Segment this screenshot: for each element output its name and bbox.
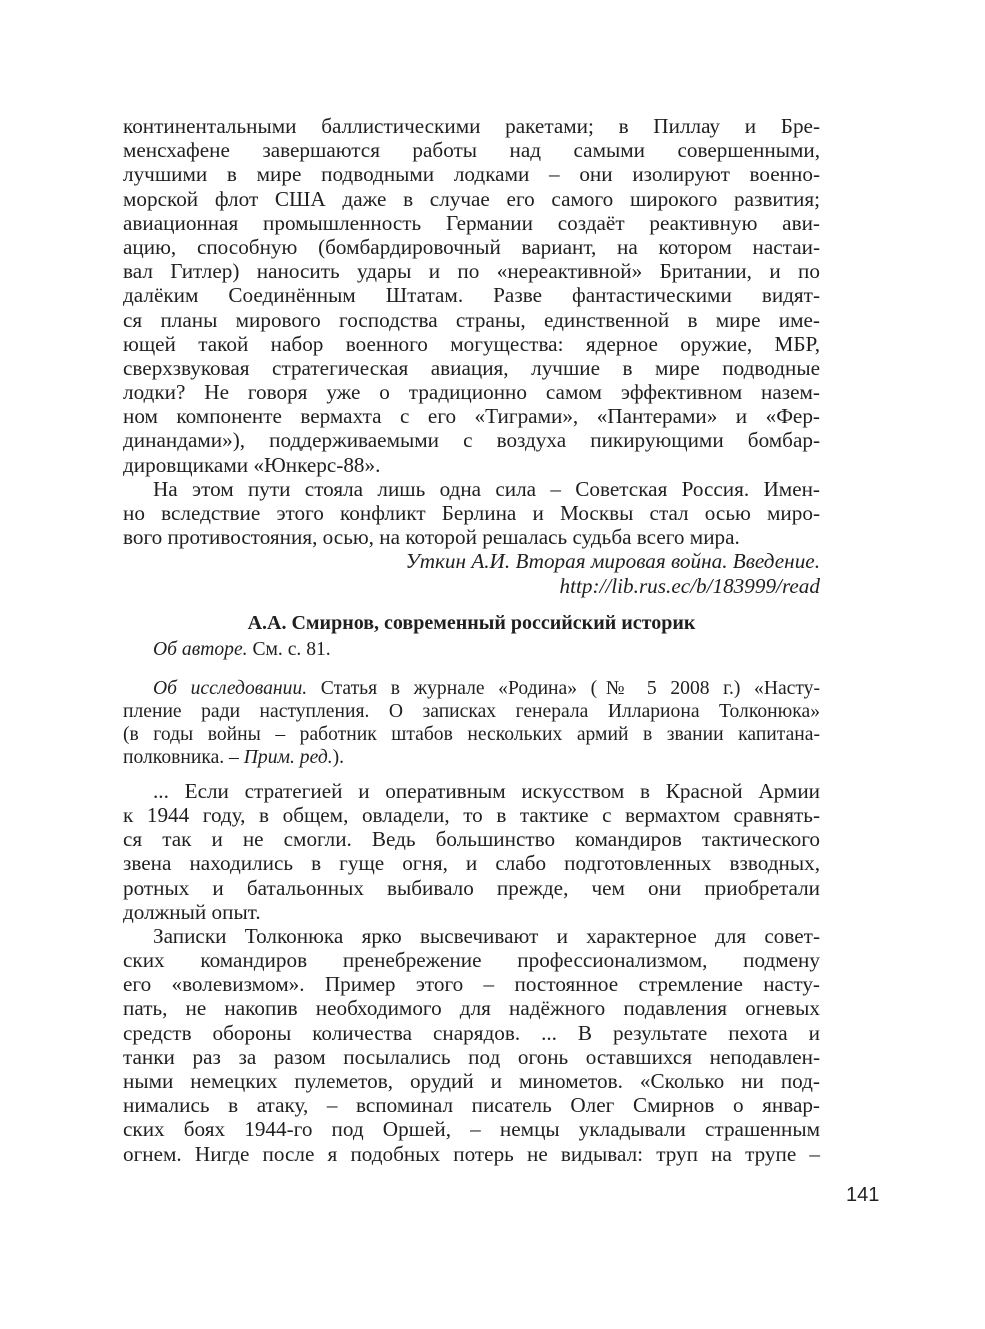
- text-line: авиационная промышленность Германии создаёт реактивную ави-: [123, 210, 820, 235]
- text-line: На этом пути стояла лишь одна сила – Советская Россия. Имен-: [153, 476, 820, 501]
- about-study-line: пление ради наступления. О записках генерала Иллариона Толконюка»: [123, 700, 820, 722]
- paragraph-continuation: [123, 114, 820, 477]
- text-line: далёким Соединённым Штатам. Разве фантастическими видят-: [123, 283, 820, 308]
- text-line: огнем. Нигде после я подобных потерь не видывал: труп на трупе –: [123, 1141, 820, 1166]
- text-line: танки раз за разом посылались под огонь оставшихся неподавлен-: [123, 1044, 820, 1069]
- paragraph-soviet-russia: [123, 477, 820, 550]
- text-line: ских командиров пренебрежение профессионализмом, подмену: [123, 948, 820, 973]
- about-study-text: ).: [332, 746, 345, 768]
- text-line: ющей такой набор военного могущества: ядерное оружие, МБР,: [123, 331, 820, 356]
- about-study-text: полковника. –: [123, 746, 244, 768]
- about-author-line: [123, 638, 820, 661]
- text-line: Записки Толконюка ярко высвечивают и характерное для совет-: [153, 923, 820, 948]
- about-study-text: Статья в журнале «Родина» (№ 5 2008 г.) «Насту-: [307, 677, 820, 699]
- text-line: звена находились в гуще огня, и слабо подготовленных взводных,: [123, 851, 820, 876]
- citation-url: http://lib.rus.ec/b/183999/read: [559, 573, 820, 598]
- about-author: [123, 638, 820, 661]
- text-line: пать, не накопив необходимого для надёжного подавления огневых: [123, 996, 820, 1021]
- text-line: вал Гитлер) наносить удары и по «нереактивной» Британии, и по: [123, 259, 820, 284]
- text-line: ном компоненте вермахта с его «Тиграми», «Пантерами» и «Фер-: [123, 404, 820, 429]
- text-line: ротных и батальонных выбивало прежде, чем они приобретали: [123, 875, 820, 900]
- text-line: ацию, способную (бомбардировочный вариант, на котором настаи-: [123, 234, 820, 259]
- text-line: динандами»), поддерживаемыми с воздуха пикирующими бомбар-: [123, 428, 820, 453]
- about-study-line: [123, 746, 820, 769]
- text-line: но вследствие этого конфликт Берлина и Москвы стал осью миро-: [123, 501, 820, 525]
- text-line: ными немецких пулеметов, орудий и минометов. «Сколько ни под-: [123, 1069, 820, 1093]
- paragraph-tolkonyuk-notes: [123, 924, 820, 1166]
- text-line: ся так и не смогли. Ведь большинство командиров тактического: [123, 827, 820, 852]
- about-study: [123, 677, 820, 769]
- source-citation: [123, 549, 820, 597]
- text-line: средств обороны количества снарядов. ... В результате пехота и: [123, 1020, 820, 1045]
- citation-text: Уткин А.И. Вторая мировая война. Введение.: [405, 549, 820, 574]
- text-line: континентальными баллистическими ракетами; в Пиллау и Бре-: [123, 114, 820, 138]
- text-line: сверхзвуковая стратегическая авиация, лучшие в мире подводные: [123, 355, 820, 380]
- text-line: нимались в атаку, – вспоминал писатель Олег Смирнов о январ-: [123, 1093, 820, 1118]
- paragraph-strategy: [123, 779, 820, 924]
- text-line: к 1944 году, в общем, овладели, то в тактике с вермахтом сравнять-: [123, 802, 820, 827]
- page-number: 141: [846, 1184, 880, 1206]
- editor-note: Прим. ред.: [243, 746, 333, 768]
- section-heading: А.А. Смирнов, современный российский историк: [247, 611, 696, 634]
- text-column: [123, 114, 820, 1166]
- text-line: ских боях 1944-го под Оршей, – немцы укладывали страшенным: [123, 1117, 820, 1142]
- text-line: менсхафене завершаются работы над самыми совершенными,: [123, 138, 820, 163]
- text-line: вого противостояния, осью, на которой решалась судьба всего мира.: [123, 525, 740, 550]
- about-author-text: См. с. 81.: [247, 638, 331, 660]
- about-study-label: Об исследовании.: [153, 677, 308, 699]
- text-line: дировщиками «Юнкерс-88».: [123, 452, 381, 477]
- text-line: должный опыт.: [123, 899, 261, 924]
- about-study-line: [123, 677, 820, 700]
- text-line: его «волевизмом». Пример этого – постоянное стремление насту-: [123, 972, 820, 997]
- about-study-line: (в годы войны – работник штабов нескольких армий в звании капитана-: [123, 723, 820, 745]
- about-author-label: Об авторе.: [153, 638, 248, 660]
- text-line: ... Если стратегией и оперативным искусством в Красной Армии: [153, 778, 820, 803]
- text-line: ся планы мирового господства страны, единственной в мире име-: [123, 307, 820, 332]
- text-line: лодки? Не говоря уже о традиционно самом эффективном назем-: [123, 380, 820, 405]
- text-line: морской флот США даже в случае его самого широкого развития;: [123, 186, 820, 211]
- text-line: лучшими в мире подводными лодками – они изолируют военно-: [123, 162, 820, 187]
